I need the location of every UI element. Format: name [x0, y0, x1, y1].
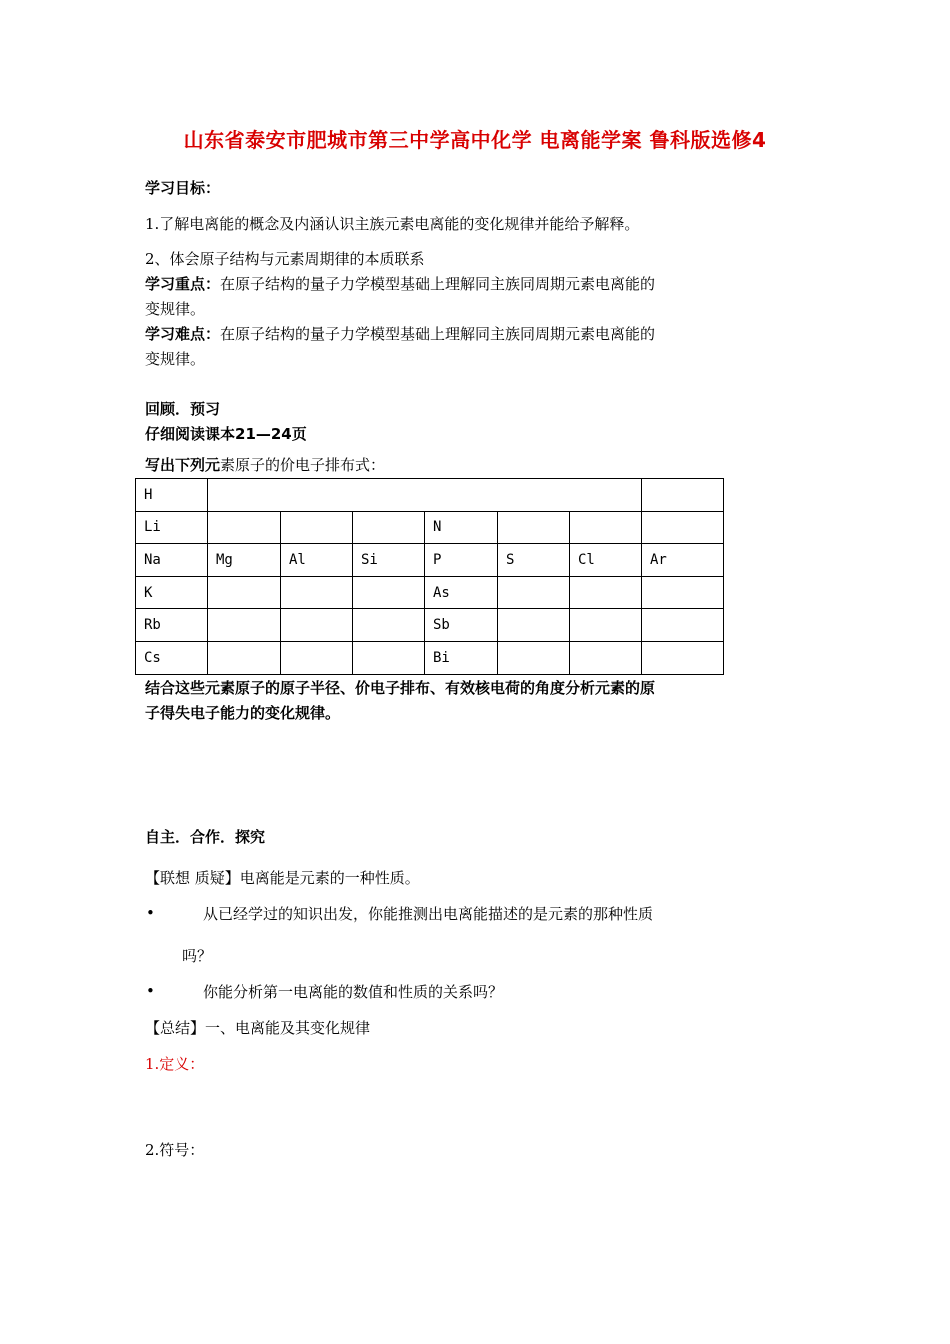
- table-cell: [642, 609, 724, 642]
- table-cell: [208, 641, 281, 674]
- table-cell: [570, 576, 642, 609]
- table-cell: [498, 641, 570, 674]
- table-cell: [570, 511, 642, 544]
- table-cell: Sb: [425, 609, 498, 642]
- objectives-heading: 学习目标：: [145, 179, 221, 197]
- difficulty-label: 学习难点：: [145, 325, 221, 343]
- analysis-line-1: 结合这些元素原子的原子半径、价电子排布、有效核电荷的角度分析元素的原: [145, 679, 656, 697]
- key-point-text: 在原子结构的量子力学模型基础上理解同主族同周期元素电离能的: [220, 275, 656, 293]
- table-cell: N: [425, 511, 498, 544]
- table-cell: H: [136, 479, 208, 512]
- table-row: [136, 479, 724, 512]
- table-row: [136, 544, 724, 577]
- association-line: 【联想 质疑】电离能是元素的一种性质。: [145, 869, 420, 887]
- difficulty-line-2: 变规律。: [145, 350, 206, 368]
- table-cell: [498, 511, 570, 544]
- table-cell: Si: [353, 544, 425, 577]
- table-row: [136, 609, 724, 642]
- table-row: [136, 641, 724, 674]
- table-cell: Al: [281, 544, 353, 577]
- table-cell: [353, 641, 425, 674]
- table-cell: S: [498, 544, 570, 577]
- table-cell: [281, 641, 353, 674]
- table-cell: [281, 511, 353, 544]
- difficulty-text: 在原子结构的量子力学模型基础上理解同主族同周期元素电离能的: [220, 325, 656, 343]
- table-cell: [642, 479, 724, 512]
- table-cell: Mg: [208, 544, 281, 577]
- definition-label: 1.定义：: [145, 1055, 205, 1073]
- document-title: 山东省泰安市肥城市第三中学高中化学 电离能学案 鲁科版选修4: [183, 128, 767, 152]
- table-cell: Bi: [425, 641, 498, 674]
- table-row: [136, 511, 724, 544]
- table-cell: K: [136, 576, 208, 609]
- table-task-rest: 素原子的价电子排布式：: [220, 456, 386, 474]
- table-cell: [281, 576, 353, 609]
- table-cell: Cs: [136, 641, 208, 674]
- table-cell: Ar: [642, 544, 724, 577]
- table-cell: [353, 609, 425, 642]
- table-cell: Rb: [136, 609, 208, 642]
- question-1-line-1: 从已经学过的知识出发，你能推测出电离能描述的是元素的那种性质: [203, 905, 654, 923]
- difficulty-line-1: [145, 324, 655, 344]
- bullet-marker: •: [146, 982, 155, 1000]
- bullet-marker: •: [146, 904, 155, 922]
- review-heading: 回顾．预习: [145, 400, 221, 418]
- explore-heading: 自主．合作．探究: [145, 828, 266, 846]
- table-task: [145, 455, 385, 475]
- table-cell: [208, 479, 642, 512]
- table-task-bold: 写出下列元: [145, 456, 221, 474]
- table-cell: [353, 576, 425, 609]
- table-cell: [208, 609, 281, 642]
- table-row: [136, 576, 724, 609]
- table-cell: [281, 609, 353, 642]
- table-cell: [208, 576, 281, 609]
- table-cell: [208, 511, 281, 544]
- table-cell: Na: [136, 544, 208, 577]
- analysis-line-2: 子得失电子能力的变化规律。: [145, 704, 341, 722]
- objective-item-2: 2、体会原子结构与元素周期律的本质联系: [145, 250, 425, 268]
- table-cell: [498, 609, 570, 642]
- question-2: 你能分析第一电离能的数值和性质的关系吗？: [203, 983, 504, 1001]
- table-cell: [570, 641, 642, 674]
- table-cell: [642, 511, 724, 544]
- question-1-line-2: 吗？: [182, 947, 213, 965]
- table-cell: As: [425, 576, 498, 609]
- key-point-label: 学习重点：: [145, 275, 221, 293]
- table-cell: [498, 576, 570, 609]
- key-point-line-2: 变规律。: [145, 300, 206, 318]
- table-cell: [570, 609, 642, 642]
- table-cell: Li: [136, 511, 208, 544]
- table-cell: P: [425, 544, 498, 577]
- table-cell: [353, 511, 425, 544]
- summary-line: 【总结】一、电离能及其变化规律: [145, 1019, 371, 1037]
- valence-electron-table: [135, 478, 724, 675]
- key-point-line-1: [145, 274, 655, 294]
- objective-item-1: 1.了解电离能的概念及内涵认识主族元素电离能的变化规律并能给予解释。: [145, 215, 640, 233]
- symbol-label: 2.符号：: [145, 1141, 205, 1159]
- table-cell: [642, 576, 724, 609]
- table-cell: Cl: [570, 544, 642, 577]
- table-cell: [642, 641, 724, 674]
- reading-assignment: 仔细阅读课本21—24页: [145, 425, 307, 443]
